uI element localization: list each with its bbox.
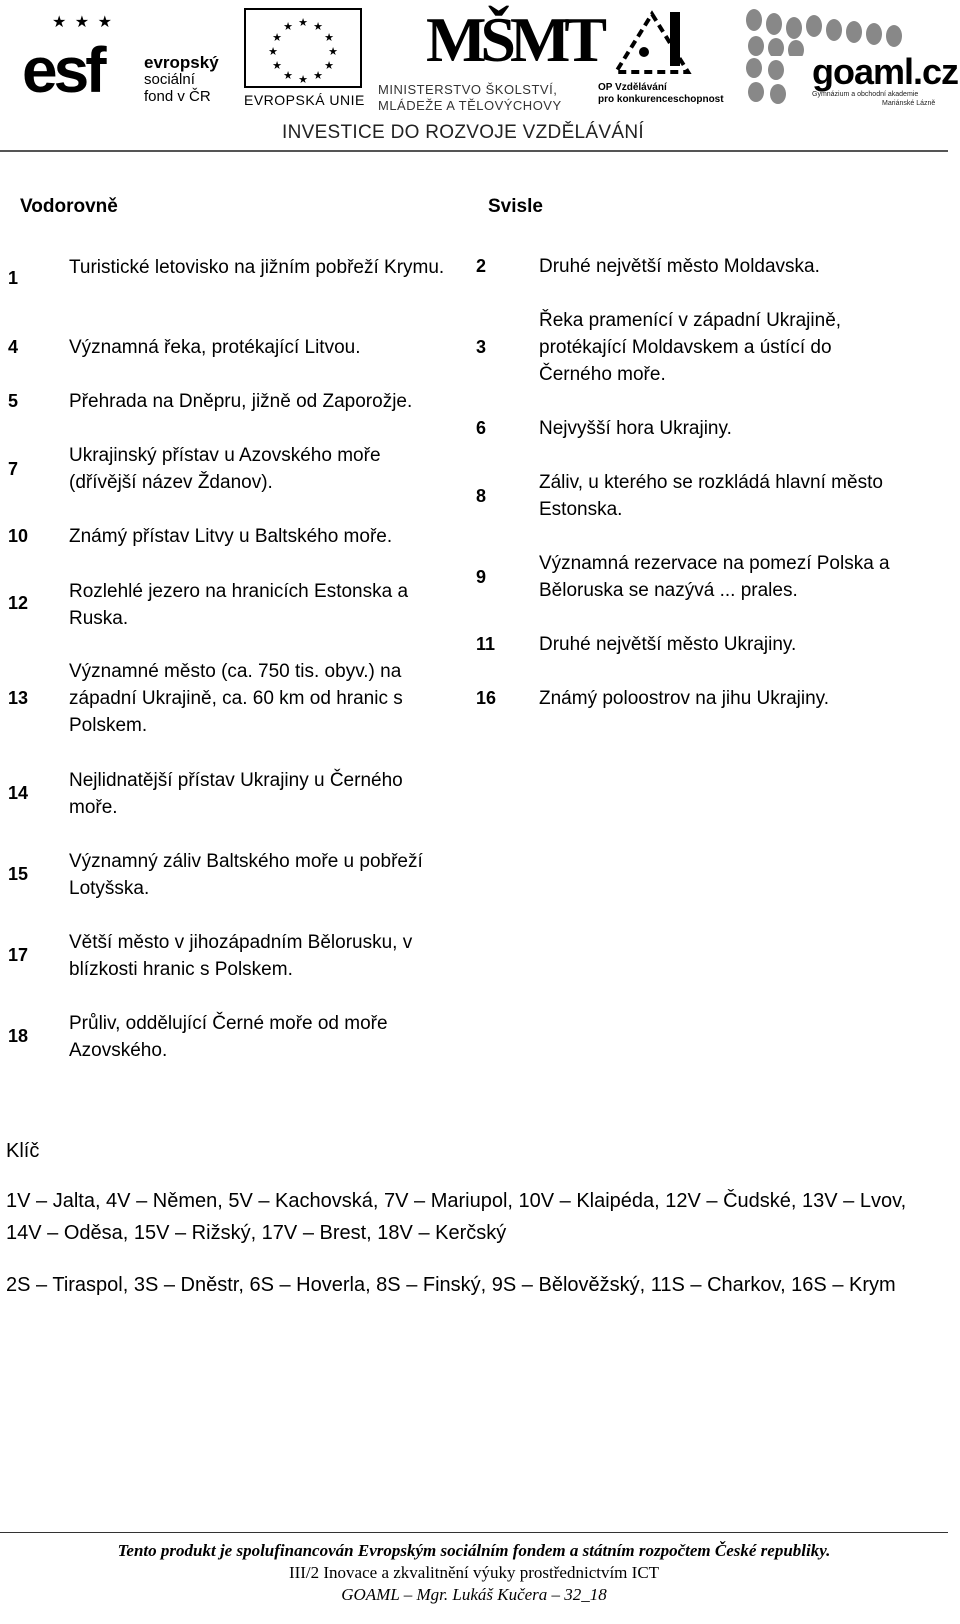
key-line-down: 2S – Tiraspol, 3S – Dněstr, 6S – Hoverla, 8S – Finský, 9S – Bělověžský, 11S – Charkov, 16S – Krym [6, 1274, 896, 1296]
key-title: Klíč [6, 1140, 40, 1162]
clue-number: 1 [8, 268, 19, 288]
op-logo [598, 8, 728, 110]
clue-number: 12 [8, 593, 29, 613]
svg-text:★: ★ [313, 69, 323, 82]
clue-number: 9 [476, 567, 487, 587]
goaml-line-1: Gymnázium a obchodní akademie [812, 91, 919, 98]
svg-text:★: ★ [298, 73, 308, 86]
svg-text:★: ★ [328, 45, 338, 58]
clue-number: 6 [476, 418, 487, 438]
goaml-logo-name: goaml.cz [812, 51, 959, 92]
clue-text: Známý přístav Litvy u Baltského moře. [69, 526, 393, 547]
op-emblem-icon [610, 8, 694, 78]
op-logo-caption [598, 82, 724, 106]
clue-number: 16 [476, 688, 497, 708]
eu-flag-icon [244, 8, 362, 88]
footer-divider [0, 1532, 948, 1533]
clue-text: Rozlehlé jezero na hranicích Estonska a Ruska. [69, 581, 409, 629]
msmt-logo-mark: MŠMT [426, 4, 602, 75]
clue-text: Řeka pramenící v západní Ukrajině, protékající Moldavskem a ústící do Černého moře. [539, 310, 842, 385]
svg-text:★: ★ [283, 69, 293, 82]
clue-text: Záliv, u kterého se rozkládá hlavní město Estonska. [539, 472, 883, 520]
investice-slogan: INVESTICE DO ROZVOJE VZDĚLÁVÁNÍ [282, 122, 644, 143]
msmt-line-2: MLÁDEŽE A TĚLOVÝCHOVY [378, 98, 562, 113]
clue-text: Nejlidnatější přístav Ukrajiny u Černého moře. [69, 770, 403, 818]
key-line-across-2: 14V – Oděsa, 15V – Rižský, 17V – Brest, 18V – Kerčský [6, 1222, 507, 1244]
svg-text:★: ★ [324, 59, 334, 72]
clue-number: 7 [8, 459, 19, 479]
clue-text: Turistické letovisko na jižním pobřeží Krymu. [69, 257, 445, 278]
clue-text: Významná řeka, protékající Litvou. [69, 337, 361, 358]
goaml-logo-caption [812, 90, 935, 108]
esf-logo [22, 8, 232, 108]
clue-number: 3 [476, 337, 487, 357]
footer-funding-note: Tento produkt je spolufinancován Evropským sociálním fondem a státním rozpočtem České republiky. [117, 1541, 831, 1560]
clue-text: Průliv, oddělující Černé moře od moře Azovského. [69, 1013, 388, 1061]
eu-logo-label: EVROPSKÁ UNIE [244, 92, 365, 108]
clue-text: Významné město (ca. 750 tis. obyv.) na západní Ukrajině, ca. 60 km od hranic s Polskem. [69, 661, 403, 736]
header-banner [0, 0, 960, 156]
header-divider [0, 150, 948, 152]
clue-text: Přehrada na Dněpru, jižně od Zaporožje. [69, 391, 413, 412]
clue-number: 8 [476, 486, 487, 506]
op-line-1: OP Vzdělávání [598, 82, 667, 93]
esf-line-3: fond v ČR [144, 88, 211, 105]
clue-text: Druhé největší město Moldavska. [539, 256, 820, 277]
down-title: Svisle [488, 196, 543, 217]
clue-text: Známý poloostrov na jihu Ukrajiny. [539, 688, 830, 709]
goaml-dots-icon [742, 6, 938, 56]
clue-text: Významná rezervace na pomezí Polska a Běloruska se nazývá ... prales. [539, 553, 890, 601]
goaml-dots-lower-icon [742, 56, 808, 108]
key-line-across-1: 1V – Jalta, 4V – Němen, 5V – Kachovská, 7V – Mariupol, 10V – Klaipéda, 12V – Čudské, 13V – Lvov, [6, 1190, 907, 1212]
svg-text:★: ★ [324, 31, 334, 44]
clue-text: Významný záliv Baltského moře u pobřeží Lotyšska. [69, 851, 423, 899]
clue-text: Ukrajinský přístav u Azovského moře (dřívější název Ždanov). [69, 445, 381, 493]
goaml-line-2: Mariánské Lázně [882, 100, 936, 107]
clue-number: 2 [476, 256, 487, 276]
svg-text:★: ★ [298, 16, 308, 29]
clue-number: 13 [8, 688, 29, 708]
clue-number: 5 [8, 391, 19, 411]
clue-text: Druhé největší město Ukrajiny. [539, 634, 797, 655]
esf-stars-icon: ★ ★ ★ [52, 14, 114, 31]
esf-line-2: sociální [144, 71, 195, 88]
svg-text:★: ★ [313, 20, 323, 33]
clue-number: 17 [8, 945, 29, 965]
svg-text:★: ★ [268, 45, 278, 58]
footer-author: GOAML – Mgr. Lukáš Kučera – 32_18 [341, 1585, 607, 1604]
svg-text:★: ★ [272, 59, 282, 72]
clue-number: 4 [8, 337, 19, 357]
op-line-2: pro konkurenceschopnost [598, 94, 724, 105]
svg-text:★: ★ [272, 31, 282, 44]
eu-logo [244, 8, 364, 110]
esf-line-1: evropský [144, 53, 219, 72]
msmt-logo [378, 4, 602, 113]
msmt-line-1: MINISTERSTVO ŠKOLSTVÍ, [378, 82, 558, 97]
clue-number: 18 [8, 1026, 29, 1046]
clue-number: 11 [476, 634, 496, 654]
across-title: Vodorovně [20, 196, 118, 217]
svg-text:★: ★ [283, 20, 293, 33]
clue-number: 15 [8, 864, 29, 884]
clue-number: 14 [8, 783, 29, 803]
esf-logo-text: esf [22, 34, 103, 106]
goaml-logo [742, 6, 959, 110]
esf-logo-caption [144, 54, 219, 105]
clue-text: Větší město v jihozápadním Bělorusku, v blízkosti hranic s Polskem. [69, 932, 413, 980]
clue-number: 10 [8, 526, 29, 546]
clue-text: Nejvyšší hora Ukrajiny. [539, 418, 732, 439]
footer-project: III/2 Inovace a zkvalitnění výuky prostřednictvím ICT [288, 1563, 660, 1582]
